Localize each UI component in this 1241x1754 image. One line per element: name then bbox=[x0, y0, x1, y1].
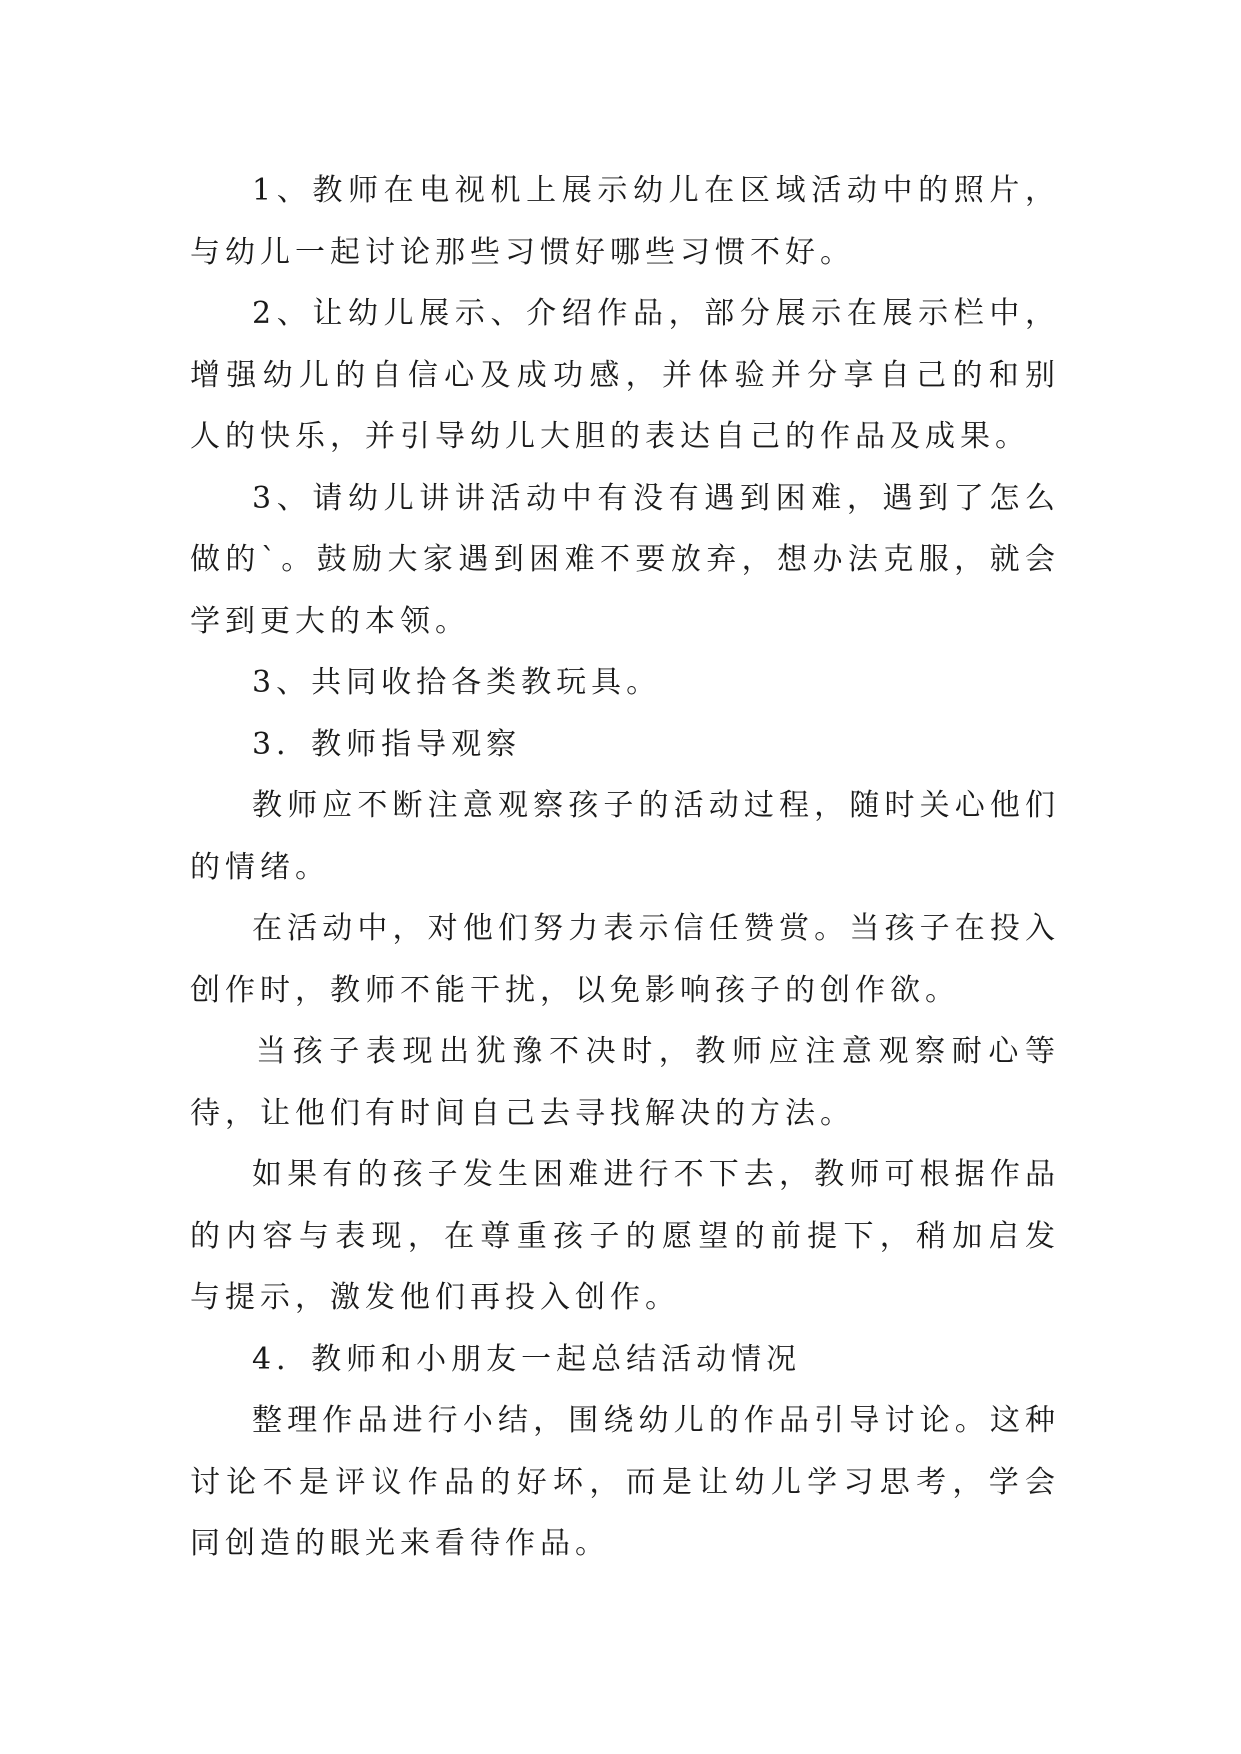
paragraph-9: 如果有的孩子发生困难进行不下去，教师可根据作品的内容与表现，在尊重孩子的愿望的前提下，稍加启发与提示，激发他们再投入创作。 bbox=[190, 1157, 1060, 1315]
paragraph-2: 2、让幼儿展示、介绍作品，部分展示在展示栏中，增强幼儿的自信心及成功感，并体验并分享自己的和别人的快乐，并引导幼儿大胆的表达自己的作品及成果。 bbox=[190, 296, 1060, 454]
paragraph-8: 当孩子表现出犹豫不决时，教师应注意观察耐心等待，让他们有时间自己去寻找解决的方法。 bbox=[190, 1034, 1060, 1131]
section-heading-summary: 4．教师和小朋友一起总结活动情况 bbox=[252, 1341, 802, 1377]
paragraph-1: 1、教师在电视机上展示幼儿在区域活动中的照片，与幼儿一起讨论那些习惯好哪些习惯不好。 bbox=[190, 173, 1060, 270]
document-body bbox=[190, 160, 1060, 1575]
paragraph-11: 整理作品进行小结，围绕幼儿的作品引导讨论。这种讨论不是评议作品的好坏，而是让幼儿学习思考，学会同创造的眼光来看待作品。 bbox=[190, 1403, 1060, 1561]
paragraph-7: 在活动中，对他们努力表示信任赞赏。当孩子在投入创作时，教师不能干扰，以免影响孩子的创作欲。 bbox=[190, 911, 1060, 1008]
paragraph-6: 教师应不断注意观察孩子的活动过程，随时关心他们的情绪。 bbox=[190, 788, 1060, 885]
paragraph-4: 3、共同收拾各类教玩具。 bbox=[252, 665, 662, 700]
section-heading-observation: 3．教师指导观察 bbox=[252, 726, 522, 762]
paragraph-3: 3、请幼儿讲讲活动中有没有遇到困难，遇到了怎么做的`。鼓励大家遇到困难不要放弃，想办法克服，就会学到更大的本领。 bbox=[190, 480, 1060, 639]
